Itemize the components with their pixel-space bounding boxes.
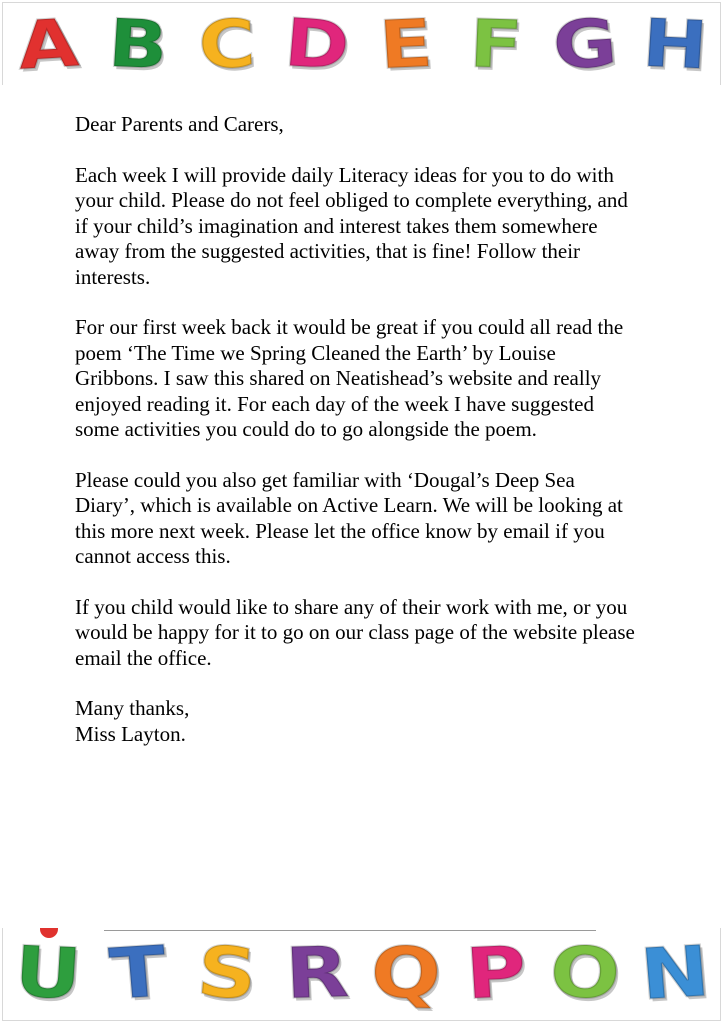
banner-letter-o: O [547, 930, 623, 1016]
banner-letter-q: Q [369, 930, 444, 1016]
paragraph-active-learn: Please could you also get familiar with ‘Dougal’s Deep Sea Diary’, which is available on Active Learn. We will be looking at this more next week. Please let the office know by email if you cannot access this. [75, 467, 623, 568]
banner-letter-d: D [281, 4, 353, 85]
salutation: Dear Parents and Carers, [75, 112, 284, 136]
banner-letter-r: R [283, 931, 351, 1015]
closing: Many thanks, [75, 696, 190, 720]
banner-letter-s: S [194, 930, 261, 1016]
alphabet-banner-top [0, 6, 723, 84]
letter-body [75, 112, 635, 747]
alphabet-banner-bottom [0, 930, 723, 1016]
banner-letter-t: T [106, 930, 170, 1016]
banner-letter-e: E [377, 4, 436, 85]
sign-off [75, 696, 635, 747]
banner-letter-n: N [637, 930, 713, 1016]
paragraph-weekly-ideas: Each week I will provide daily Literacy ideas for you to do with your child. Please do not feel obliged to complete everything, and if your child’s imagination and interest takes them somewhere away from the suggested activities, that is fine! Follow their interests. [75, 162, 628, 289]
paragraph-poem: For our first week back it would be great if you could all read the poem ‘The Time we Spring Cleaned the Earth’ by Louise Gribbons. I saw this shared on Neatishead’s website and really enjoyed reading it. For each day of the week I have suggested some activities you could do to go alongside the poem. [75, 315, 624, 441]
banner-letter-f: F [467, 5, 525, 84]
banner-letter-p: P [463, 930, 529, 1016]
banner-letter-h: H [640, 4, 710, 85]
banner-letter-c: C [196, 5, 258, 84]
banner-letter-u: U [11, 930, 85, 1016]
banner-letter-b: B [105, 4, 170, 85]
signature: Miss Layton. [75, 721, 186, 746]
banner-letter-a: A [14, 4, 82, 85]
banner-letter-g: G [550, 4, 621, 85]
paragraph-share-work: If you child would like to share any of their work with me, or you would be happy for it to go on our class page of the website please email the office. [75, 594, 635, 670]
